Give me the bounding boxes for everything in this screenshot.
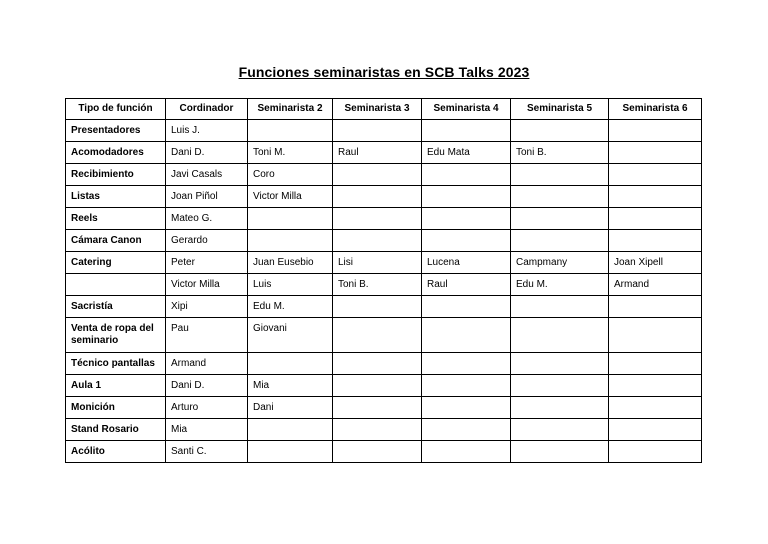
assignee-cell: [333, 230, 422, 252]
assignee-cell: Armand: [609, 274, 702, 296]
table-row: [66, 252, 702, 274]
assignee-cell: [422, 419, 511, 441]
assignee-cell: [422, 296, 511, 318]
role-cell: Presentadores: [66, 120, 166, 142]
assignee-cell: Campmany: [511, 252, 609, 274]
assignee-cell: Edu M.: [511, 274, 609, 296]
assignee-cell: [333, 419, 422, 441]
assignee-cell: Coro: [248, 164, 333, 186]
assignee-cell: Gerardo: [166, 230, 248, 252]
table-row: [66, 397, 702, 419]
assignee-cell: [422, 318, 511, 353]
table-row: [66, 208, 702, 230]
assignee-cell: Pau: [166, 318, 248, 353]
assignee-cell: [609, 120, 702, 142]
assignee-cell: [511, 375, 609, 397]
assignee-cell: [609, 230, 702, 252]
role-cell: Cámara Canon: [66, 230, 166, 252]
role-cell: Acomodadores: [66, 142, 166, 164]
roles-table: [65, 98, 702, 463]
assignee-cell: Dani D.: [166, 375, 248, 397]
assignee-cell: [248, 230, 333, 252]
assignee-cell: [609, 142, 702, 164]
assignee-cell: Luis J.: [166, 120, 248, 142]
assignee-cell: [609, 397, 702, 419]
assignee-cell: [511, 318, 609, 353]
document-title: Funciones seminaristas en SCB Talks 2023: [238, 64, 530, 80]
column-header: Seminarista 6: [609, 99, 702, 120]
table-row: [66, 120, 702, 142]
column-header: Cordinador: [166, 99, 248, 120]
assignee-cell: [511, 230, 609, 252]
assignee-cell: [511, 419, 609, 441]
assignee-cell: [333, 208, 422, 230]
role-cell: [66, 274, 166, 296]
column-header: Seminarista 3: [333, 99, 422, 120]
role-cell: Sacristía: [66, 296, 166, 318]
assignee-cell: [248, 441, 333, 463]
assignee-cell: Lisi: [333, 252, 422, 274]
assignee-cell: [511, 208, 609, 230]
role-cell: Aula 1: [66, 375, 166, 397]
assignee-cell: [248, 419, 333, 441]
table-row: [66, 375, 702, 397]
assignee-cell: [511, 397, 609, 419]
role-cell: Stand Rosario: [66, 419, 166, 441]
assignee-cell: [511, 353, 609, 375]
assignee-cell: [609, 186, 702, 208]
assignee-cell: Edu Mata: [422, 142, 511, 164]
assignee-cell: Dani D.: [166, 142, 248, 164]
assignee-cell: [609, 164, 702, 186]
assignee-cell: [511, 164, 609, 186]
table-row: [66, 142, 702, 164]
assignee-cell: Joan Xipell: [609, 252, 702, 274]
assignee-cell: [333, 186, 422, 208]
assignee-cell: [422, 186, 511, 208]
assignee-cell: Giovani: [248, 318, 333, 353]
table-header-row: [66, 99, 702, 120]
assignee-cell: [248, 353, 333, 375]
assignee-cell: [333, 397, 422, 419]
assignee-cell: Toni B.: [333, 274, 422, 296]
assignee-cell: [422, 441, 511, 463]
assignee-cell: Dani: [248, 397, 333, 419]
assignee-cell: [609, 375, 702, 397]
role-cell: Reels: [66, 208, 166, 230]
assignee-cell: [511, 186, 609, 208]
assignee-cell: [422, 353, 511, 375]
assignee-cell: Armand: [166, 353, 248, 375]
assignee-cell: [609, 318, 702, 353]
assignee-cell: [333, 353, 422, 375]
column-header: Seminarista 5: [511, 99, 609, 120]
assignee-cell: [422, 375, 511, 397]
column-header: Seminarista 2: [248, 99, 333, 120]
assignee-cell: Toni M.: [248, 142, 333, 164]
assignee-cell: [609, 208, 702, 230]
assignee-cell: [333, 375, 422, 397]
assignee-cell: Santi C.: [166, 441, 248, 463]
assignee-cell: Juan Eusebio: [248, 252, 333, 274]
assignee-cell: [248, 208, 333, 230]
assignee-cell: [511, 441, 609, 463]
assignee-cell: [609, 296, 702, 318]
table-row: [66, 318, 702, 353]
assignee-cell: [422, 230, 511, 252]
assignee-cell: [511, 296, 609, 318]
assignee-cell: Javi Casals: [166, 164, 248, 186]
assignee-cell: [333, 318, 422, 353]
assignee-cell: Raul: [422, 274, 511, 296]
table-row: [66, 164, 702, 186]
role-cell: Venta de ropa del seminario: [66, 318, 166, 353]
role-cell: Monición: [66, 397, 166, 419]
role-cell: Listas: [66, 186, 166, 208]
assignee-cell: Mia: [248, 375, 333, 397]
role-cell: Acólito: [66, 441, 166, 463]
assignee-cell: Xipi: [166, 296, 248, 318]
assignee-cell: [422, 397, 511, 419]
assignee-cell: Toni B.: [511, 142, 609, 164]
assignee-cell: [422, 208, 511, 230]
table-row: [66, 274, 702, 296]
assignee-cell: Edu M.: [248, 296, 333, 318]
assignee-cell: [333, 441, 422, 463]
table-row: [66, 419, 702, 441]
table-body: [66, 120, 702, 463]
assignee-cell: Lucena: [422, 252, 511, 274]
assignee-cell: [609, 441, 702, 463]
assignee-cell: [422, 164, 511, 186]
role-cell: Recibimiento: [66, 164, 166, 186]
table-row: [66, 186, 702, 208]
assignee-cell: Raul: [333, 142, 422, 164]
assignee-cell: [333, 120, 422, 142]
assignee-cell: [422, 120, 511, 142]
assignee-cell: Mateo G.: [166, 208, 248, 230]
assignee-cell: [248, 120, 333, 142]
column-header: Seminarista 4: [422, 99, 511, 120]
table-row: [66, 353, 702, 375]
assignee-cell: Arturo: [166, 397, 248, 419]
assignee-cell: Luis: [248, 274, 333, 296]
assignee-cell: [511, 120, 609, 142]
assignee-cell: [609, 353, 702, 375]
assignee-cell: Victor Milla: [248, 186, 333, 208]
table-row: [66, 441, 702, 463]
role-cell: Catering: [66, 252, 166, 274]
table-row: [66, 230, 702, 252]
assignee-cell: [609, 419, 702, 441]
assignee-cell: [333, 296, 422, 318]
assignee-cell: Mia: [166, 419, 248, 441]
assignee-cell: Peter: [166, 252, 248, 274]
assignee-cell: Victor Milla: [166, 274, 248, 296]
table-row: [66, 296, 702, 318]
column-header: Tipo de función: [66, 99, 166, 120]
assignee-cell: [333, 164, 422, 186]
role-cell: Técnico pantallas: [66, 353, 166, 375]
assignee-cell: Joan Piñol: [166, 186, 248, 208]
